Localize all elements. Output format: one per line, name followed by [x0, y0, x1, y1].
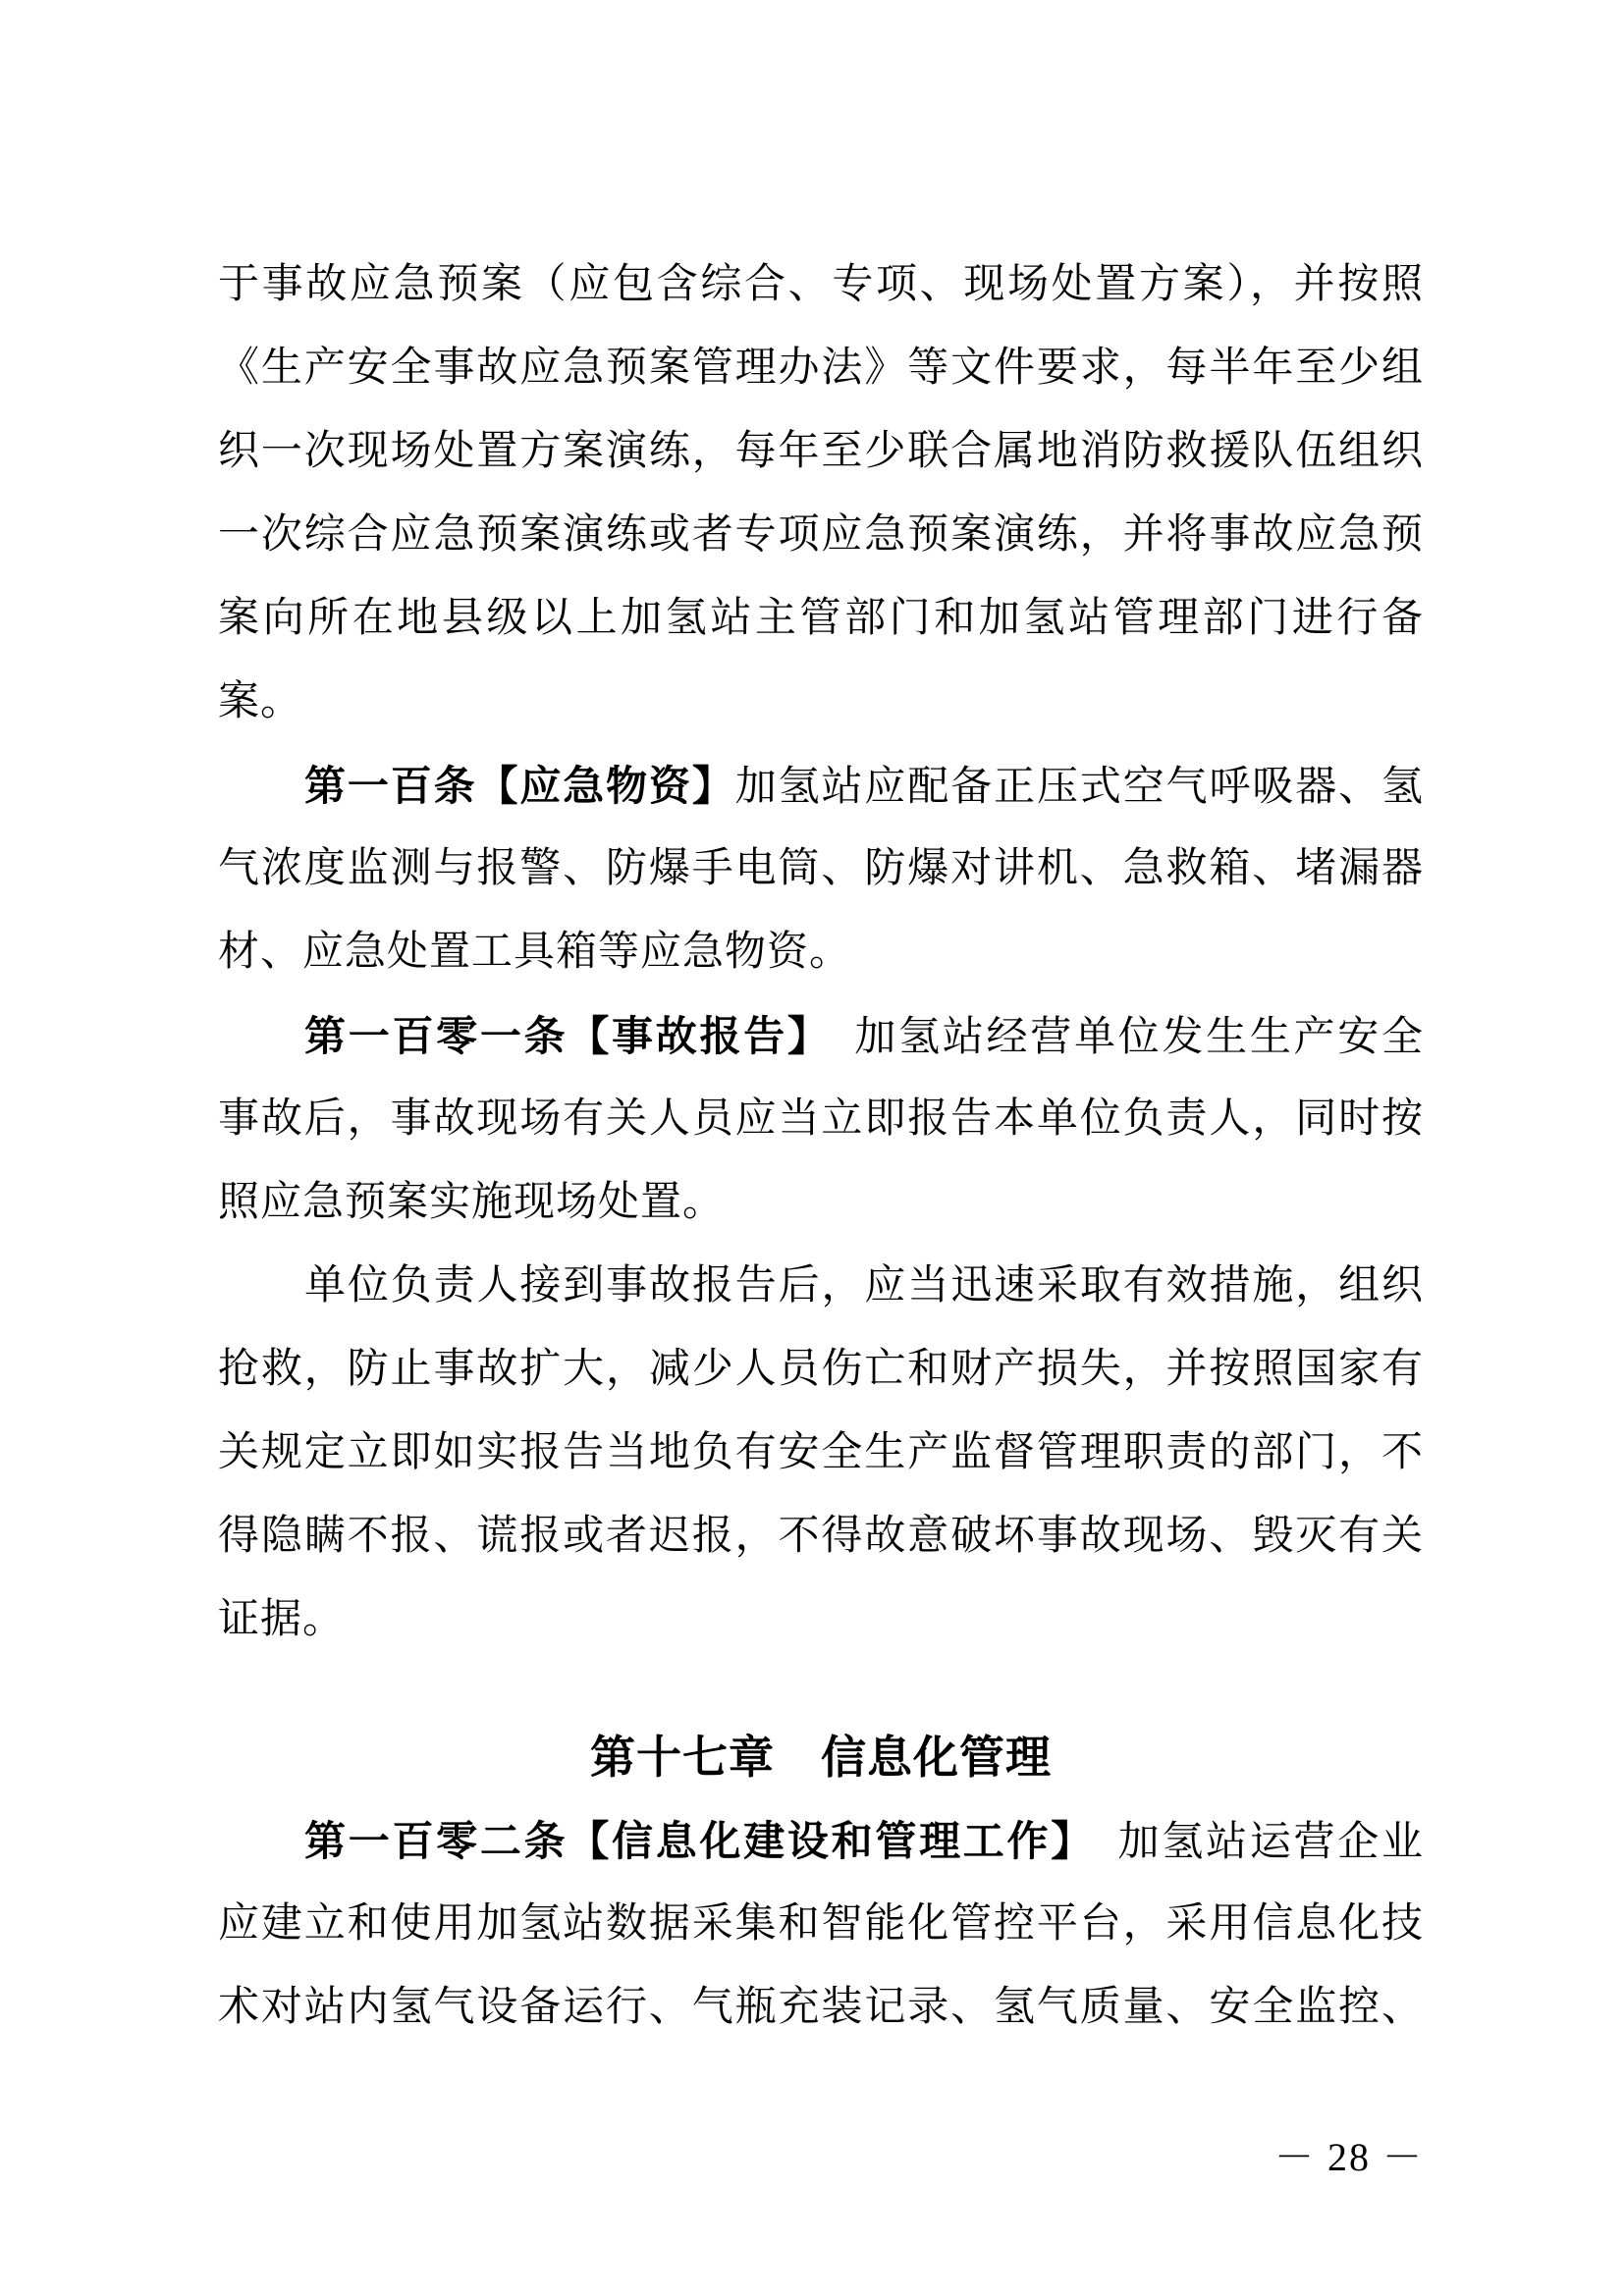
text-line: [218, 1412, 1424, 1495]
text-run: 应建立和使用加氢站数据采集和智能化管控平台，采用信息化技: [218, 1901, 1424, 1947]
text-run: 得隐瞒不报、谎报或者迟报，不得故意破坏事故现场、毁灭有关: [218, 1514, 1424, 1559]
text-run: 术对站内氢气设备运行、气瓶充装记录、氢气质量、安全监控、: [218, 1985, 1424, 2030]
page-number: － 28 －: [1274, 2135, 1424, 2179]
text-line: [218, 1245, 1424, 1328]
text-run: 材、应急处置工具箱等应急物资。: [218, 930, 852, 975]
text-line: [218, 744, 1424, 828]
text-line: [218, 410, 1424, 494]
text-run: 案。: [218, 679, 303, 724]
bold-text-run: 第十七章 信息化管理: [590, 1732, 1052, 1783]
text-line: [218, 828, 1424, 911]
text-line: [218, 994, 1424, 1078]
text-run: 加氢站运营企业: [1073, 1820, 1424, 1865]
text-line: [218, 1078, 1424, 1161]
bold-text-run: 第一百零一条【事故报告】: [304, 1013, 811, 1059]
text-run: 抢救，防止事故扩大，减少人员伤亡和财产损失，并按照国家有: [218, 1347, 1424, 1392]
text-run: 织一次现场处置方案演练，每年至少联合属地消防救援队伍组织: [218, 429, 1424, 474]
text-line: [218, 1328, 1424, 1412]
text-line: [218, 661, 1424, 744]
text-line: [218, 1799, 1424, 1883]
text-run: 一次综合应急预案演练或者专项应急预案演练，并将事故应急预: [218, 512, 1424, 558]
text-run: 《生产安全事故应急预案管理办法》等文件要求，每半年至少组: [218, 346, 1424, 391]
text-run: 证据。: [218, 1597, 346, 1642]
text-run: 加氢站应配备正压式空气呼吸器、氢: [734, 765, 1424, 810]
text-run: 单位负责人接到事故报告后，应当迅速采取有效措施，组织: [304, 1263, 1424, 1308]
text-run: 关规定立即如实报告当地负有安全生产监督管理职责的部门，不: [218, 1430, 1424, 1475]
bold-text-run: 第一百条【应急物资】: [304, 763, 735, 809]
text-block: [218, 243, 1424, 2050]
text-run: 案向所在地县级以上加氢站主管部门和加氢站管理部门进行备: [218, 596, 1424, 641]
text-run: 照应急预案实施现场处置。: [218, 1180, 726, 1225]
text-line: [218, 243, 1424, 327]
text-run: 于事故应急预案（应包含综合、专项、现场处置方案），并按照: [218, 262, 1424, 307]
text-line: [218, 327, 1424, 410]
text-line: [218, 1578, 1424, 1662]
bold-text-run: 第一百零二条【信息化建设和管理工作】: [304, 1818, 1074, 1864]
text-line: [218, 1966, 1424, 2050]
text-line: [218, 1161, 1424, 1245]
chapter-heading: [218, 1716, 1424, 1799]
text-line: [218, 911, 1424, 994]
text-run: 事故后，事故现场有关人员应当立即报告本单位负责人，同时按: [218, 1096, 1424, 1142]
text-line: [218, 494, 1424, 577]
text-line: [218, 1883, 1424, 1966]
text-run: 加氢站经营单位发生生产安全: [810, 1015, 1424, 1060]
text-run: 气浓度监测与报警、防爆手电筒、防爆对讲机、急救箱、堵漏器: [218, 846, 1424, 891]
text-line: [218, 577, 1424, 661]
text-line: [218, 1495, 1424, 1578]
